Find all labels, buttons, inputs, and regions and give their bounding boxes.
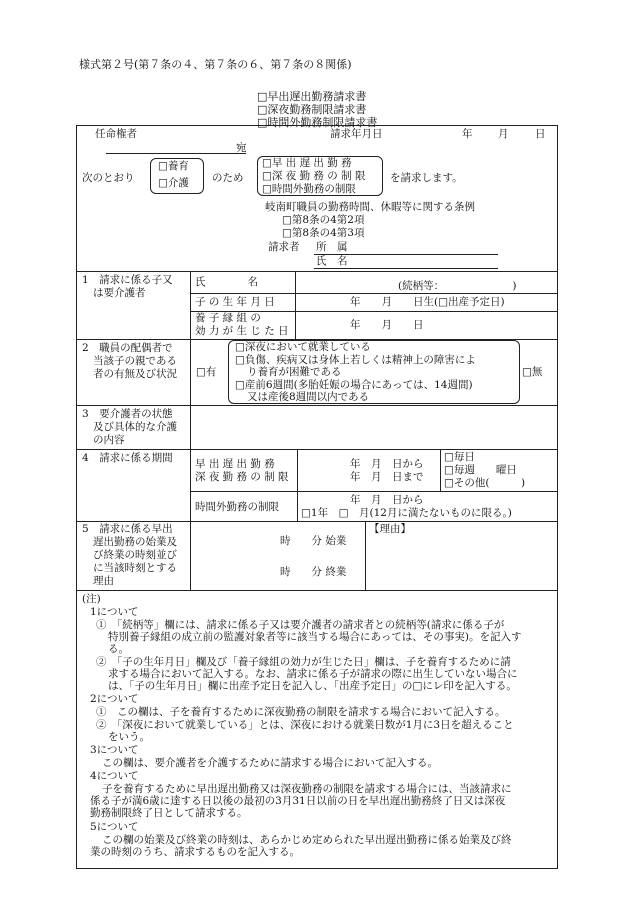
s2-no-option[interactable]: □無 <box>522 366 543 378</box>
appointer-label: 任命権者 <box>95 128 137 140</box>
s4-to-value[interactable]: 年 月 日まで <box>350 471 424 483</box>
s2-cond-night[interactable]: □深夜において就業している <box>235 341 371 353</box>
s4-freq-daily[interactable]: □毎日 <box>444 451 475 463</box>
note-line: この欄は、要介護者を介護するために請求する場合において記入する。 <box>102 757 438 769</box>
work-option-overtime[interactable]: □時間外勤務の制限 <box>262 183 356 195</box>
note-line: ② 「子の生年月日」欄及び「養子縁組の効力が生じた日」欄は、子を養育するために請 <box>96 656 511 668</box>
form-number: 様式第２号(第７条の４、第７条の６、第７条の８関係) <box>79 58 352 71</box>
work-option-night[interactable]: □深 夜 勤 務 の 制 限 <box>262 170 366 182</box>
section5-label-5: 理由 <box>93 575 114 587</box>
note-line: 係る子が満6歳に達する日以後の最初の3月31日以前の日を早出遅出勤務終了日又は深夜 <box>90 795 506 807</box>
title-night: □深夜勤務制限請求書 <box>257 103 367 116</box>
s4-freq-other[interactable]: □その他( ) <box>444 477 526 489</box>
request-text: を請求します。 <box>390 172 463 184</box>
note-line: 4について <box>90 770 139 782</box>
s4-freq-weekly[interactable]: □毎週 曜日 <box>444 464 517 476</box>
notes-heading: (注) <box>82 593 101 605</box>
care-option-nursing[interactable]: □介護 <box>158 177 189 189</box>
note-line: ① この欄は、子を養育するために深夜勤務の制限を請求する場合において記入する。 <box>96 706 506 718</box>
s5-start-time[interactable]: 時 分 始業 <box>280 535 347 547</box>
note-line: ② 「深夜において就業している」とは、深夜における就業日数が1月に3日を超えること <box>96 719 514 731</box>
note-line: 2について <box>90 693 139 705</box>
requester-label: 請求者 <box>268 241 300 253</box>
s1-birth-value[interactable]: 年 月 日生(□出産予定日) <box>350 296 505 308</box>
s4-early-label-1: 早 出 遅 出 勤 務 <box>195 458 275 470</box>
note-line: をいう。 <box>108 731 150 743</box>
section5-label-4: に当該時刻とする <box>93 562 177 574</box>
day-label: 日 <box>535 128 546 140</box>
section3-label-1: 3 要介護者の状態 <box>82 408 173 420</box>
s1-adopt-label-2: 効 力 が 生 じ た 日 <box>195 325 289 337</box>
work-option-early-late[interactable]: □早 出 遅 出 勤 務 <box>262 157 352 169</box>
section2-label-2: 当該子の親である <box>93 355 177 367</box>
section2-label-1: 2 職員の配偶者で <box>82 342 173 354</box>
note-line: 1について <box>90 606 139 618</box>
title-overtime: □時間外勤務制限請求書 <box>257 116 378 129</box>
s1-name-label: 氏 名 <box>195 276 258 288</box>
s2-cond-maternity[interactable]: □産前6週間(多胎妊娠の場合にあっては、14週間) <box>235 379 473 391</box>
request-date-label: 請求年月日 <box>330 128 383 140</box>
s1-adopt-value[interactable]: 年 月 日 <box>350 319 424 331</box>
s4-from-value[interactable]: 年 月 日から <box>350 458 424 470</box>
year-label: 年 <box>462 128 473 140</box>
title-early-late: □早出遅出勤務請求書 <box>257 90 367 103</box>
s4-ot-from[interactable]: 年 月 日から <box>350 494 424 506</box>
s1-adopt-label-1: 養 子 縁 組 の <box>195 312 261 324</box>
section5-label-3: び終業の時刻並び <box>93 549 177 561</box>
s2-cond-maternity-cont: 又は産後8週間以内である <box>247 391 370 403</box>
section5-label-1: 5 請求に係る早出 <box>82 523 173 535</box>
name-label: 氏 名 <box>316 255 348 267</box>
s5-reason-label: 【理由】 <box>369 523 411 535</box>
as-follows-label: 次のとおり <box>82 172 135 184</box>
care-option-raising[interactable]: □養育 <box>158 160 189 172</box>
note-line: 子を養育するために早出遅出勤務又は深夜勤務の制限を請求する場合には、当該請求に <box>102 783 512 795</box>
article-option-2[interactable]: □第8条の4第3項 <box>282 227 365 239</box>
section2-label-3: 者の有無及び状況 <box>93 368 177 380</box>
note-line: は、「子の生年月日」欄に出産予定日を記入し、「出産予定日」の□にレ印を記入する。 <box>108 680 517 692</box>
note-line: この欄の始業及び終業の時刻は、あらかじめ定められた早出遅出勤務に係る始業及び終 <box>102 834 512 846</box>
month-label: 月 <box>498 128 509 140</box>
note-line: 5について <box>90 821 139 833</box>
section1-label-2: は要介護者 <box>93 287 146 299</box>
section1-label-1: 1 請求に係る子又 <box>82 274 173 286</box>
note-line: 勤務制限終了日として請求する。 <box>90 807 248 819</box>
note-line: 業の時刻のうち、請求するものを記入する。 <box>90 846 300 858</box>
note-line: 求する場合において記入する。なお、請求に係る子が請求の際に出生していない場合に <box>108 668 518 680</box>
name-line <box>314 268 498 269</box>
section3-label-2: 及び具体的な介護 <box>93 421 177 433</box>
s4-ot-label: 時間外勤務の制限 <box>195 501 279 513</box>
note-line: 特別養子縁組の成立前の監護対象者等に該当する場合にあっては、その事実)。を記入す <box>108 631 522 643</box>
ordinance-text: 岐南町職員の勤務時間、休暇等に関する条例 <box>265 201 475 213</box>
section3-label-3: の内容 <box>93 434 125 446</box>
note-line: ① 「続柄等」欄には、請求に係る子又は要介護者の請求者との続柄等(請求に係る子が <box>96 619 505 631</box>
article-option-1[interactable]: □第8条の4第2項 <box>282 214 365 226</box>
note-line: る。 <box>108 643 129 655</box>
s4-early-label-2: 深 夜 勤 務 の 制 限 <box>195 471 289 483</box>
s1-birth-label: 子 の 生 年 月 日 <box>195 296 275 308</box>
section5-label-2: 遅出勤務の始業及 <box>93 536 177 548</box>
for-label: のため <box>212 172 244 184</box>
s1-relation-field[interactable]: (続柄等： ) <box>398 280 517 292</box>
s4-ot-period[interactable]: □1年 □ 月(12月に満たないものに限る。) <box>301 507 512 519</box>
affiliation-label: 所 属 <box>316 241 348 253</box>
addressee-suffix: 宛 <box>236 142 247 154</box>
note-line: 3について <box>90 744 139 756</box>
appointer-line <box>106 153 246 154</box>
s2-yes-option[interactable]: □有 <box>196 366 217 378</box>
s2-cond-illness[interactable]: □負傷、疾病又は身体上若しくは精神上の障害によ <box>235 354 476 366</box>
section4-label: 4 請求に係る期間 <box>82 452 173 464</box>
s5-end-time[interactable]: 時 分 終業 <box>280 566 347 578</box>
s2-cond-illness-cont: り養育が困難である <box>247 366 342 378</box>
